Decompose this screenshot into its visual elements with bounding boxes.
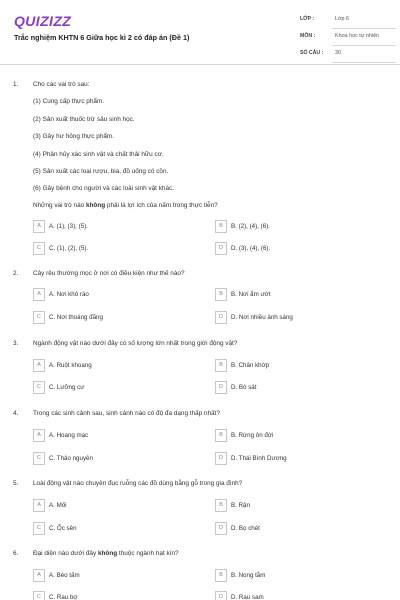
- prompt-text: phải là lợi ích của nấm trong thực tiễn?: [105, 202, 218, 209]
- statement-line: (1) Cung cấp thực phẩm.: [33, 98, 105, 105]
- metadata-panel: [296, 12, 396, 63]
- statement-line: (2) Sản xuất thuốc trừ sâu sinh học.: [33, 116, 135, 123]
- option-letter-box: D: [215, 522, 227, 535]
- option-letter-box: B: [215, 220, 227, 233]
- option-text: C. Lưỡng cư: [49, 384, 85, 391]
- option-text: C. Nơi thoáng đãng: [49, 314, 103, 321]
- option-letter-box: B: [215, 288, 227, 301]
- prompt-emphasis: không: [97, 550, 118, 557]
- option-letter-box: A: [33, 359, 45, 372]
- prompt-text: Đại diện nào dưới đây: [33, 550, 98, 557]
- prompt-text: thuộc ngành hạt kín?: [117, 550, 179, 557]
- option-text: D. Thái Bình Dương: [231, 455, 287, 462]
- option-letter-box: C: [33, 522, 45, 535]
- option-text: C. Thảo nguyên: [49, 455, 93, 462]
- option-letter-box: A: [33, 220, 45, 233]
- option-text: D. Rau sam: [231, 594, 264, 600]
- option-letter-box: B: [215, 359, 227, 372]
- option-letter-box: C: [33, 452, 45, 465]
- option-text: C. Rau bợ: [49, 594, 78, 600]
- question-number: 4.: [13, 410, 19, 417]
- meta-row-class: [296, 12, 396, 29]
- option-text: B. (2), (4), (6).: [231, 223, 270, 230]
- prompt-text: Những vai trò nào: [33, 202, 86, 209]
- option-text: D. Nơi nhiều ánh sáng: [231, 314, 293, 321]
- option-text: A. Hoang mạc: [49, 432, 89, 439]
- question-text: Loài động vật nào chuyên đục ruỗng các đồ dùng bằng gỗ trong gia đình?: [33, 480, 243, 487]
- option-letter-box: C: [33, 381, 45, 394]
- option-text: C. Ốc sên: [49, 525, 77, 532]
- question-number: 2.: [13, 270, 19, 277]
- option-text: B. Nong tằm: [231, 572, 266, 579]
- document-header: [0, 0, 400, 65]
- option-text: C. (1), (2), (5).: [49, 245, 89, 252]
- option-text: D. Bọ chét: [231, 525, 260, 532]
- meta-value: 30: [335, 50, 341, 56]
- question-text: Cây rêu thường mọc ở nơi có điều kiện như thế nào?: [33, 270, 185, 277]
- meta-label: MÔN :: [300, 33, 316, 39]
- option-text: B. Chân khớp: [231, 362, 270, 369]
- statement-line: (4) Phân hủy xác sinh vật và chất thải hữu cơ.: [33, 151, 164, 158]
- option-letter-box: A: [33, 569, 45, 582]
- question-number: 6.: [13, 550, 19, 557]
- statement-line: (6) Gây bệnh cho người và các loài sinh vật khác.: [33, 185, 174, 192]
- option-text: A. Nơi khô ráo: [49, 291, 89, 298]
- option-text: A. (1), (3), (5).: [49, 223, 88, 230]
- option-letter-box: C: [33, 311, 45, 324]
- option-letter-box: B: [215, 569, 227, 582]
- meta-value: Lớp 6: [335, 16, 350, 22]
- question-text: Cho các vai trò sau:: [33, 81, 90, 88]
- option-text: B. Rận: [231, 502, 250, 509]
- option-letter-box: B: [215, 499, 227, 512]
- option-text: D. Bò sát: [231, 384, 257, 391]
- statement-line: (5) Sản xuất các loại rượu, bia, đồ uống có cồn.: [33, 168, 169, 175]
- option-letter-box: A: [33, 429, 45, 442]
- option-letter-box: C: [33, 242, 45, 255]
- document-title: Trắc nghiệm KHTN 6 Giữa học kì 2 có đáp án (Đề 1): [14, 33, 190, 42]
- question-prompt: [33, 202, 218, 209]
- question-number: 1.: [13, 81, 19, 88]
- option-text: D. (3), (4), (6).: [231, 245, 271, 252]
- meta-row-count: [296, 46, 396, 63]
- option-letter-box: A: [33, 499, 45, 512]
- option-letter-box: D: [215, 242, 227, 255]
- quizizz-logo[interactable]: QUIZIZZ: [14, 13, 72, 29]
- question-text: Trong các sinh cảnh sau, sinh cảnh nào có độ đa dạng thấp nhất?: [33, 410, 221, 417]
- option-letter-box: D: [215, 591, 227, 600]
- option-letter-box: D: [215, 452, 227, 465]
- question-prompt: [33, 550, 179, 557]
- option-letter-box: C: [33, 591, 45, 600]
- meta-label: LỚP :: [300, 16, 315, 22]
- question-text: Ngành động vật nào dưới đây có số lượng lớn nhất trong giới động vật?: [33, 340, 238, 347]
- meta-label: SỐ CÂU :: [300, 50, 324, 56]
- statement-line: (3) Gây hư hỏng thực phẩm.: [33, 133, 115, 140]
- option-text: A. Ruột khoang: [49, 362, 92, 369]
- meta-row-subject: [296, 29, 396, 46]
- option-text: A. Mối: [49, 502, 67, 509]
- option-text: B. Rừng ôn đới: [231, 432, 274, 439]
- option-text: B. Nơi ẩm ướt: [231, 291, 271, 298]
- option-letter-box: A: [33, 288, 45, 301]
- question-number: 5.: [13, 480, 19, 487]
- option-text: A. Bèo tấm: [49, 572, 80, 579]
- question-number: 3.: [13, 340, 19, 347]
- meta-underline: [332, 62, 396, 63]
- meta-value: Khoa học tự nhiên: [335, 33, 380, 39]
- option-letter-box: D: [215, 381, 227, 394]
- option-letter-box: B: [215, 429, 227, 442]
- option-letter-box: D: [215, 311, 227, 324]
- prompt-emphasis: không: [85, 202, 106, 209]
